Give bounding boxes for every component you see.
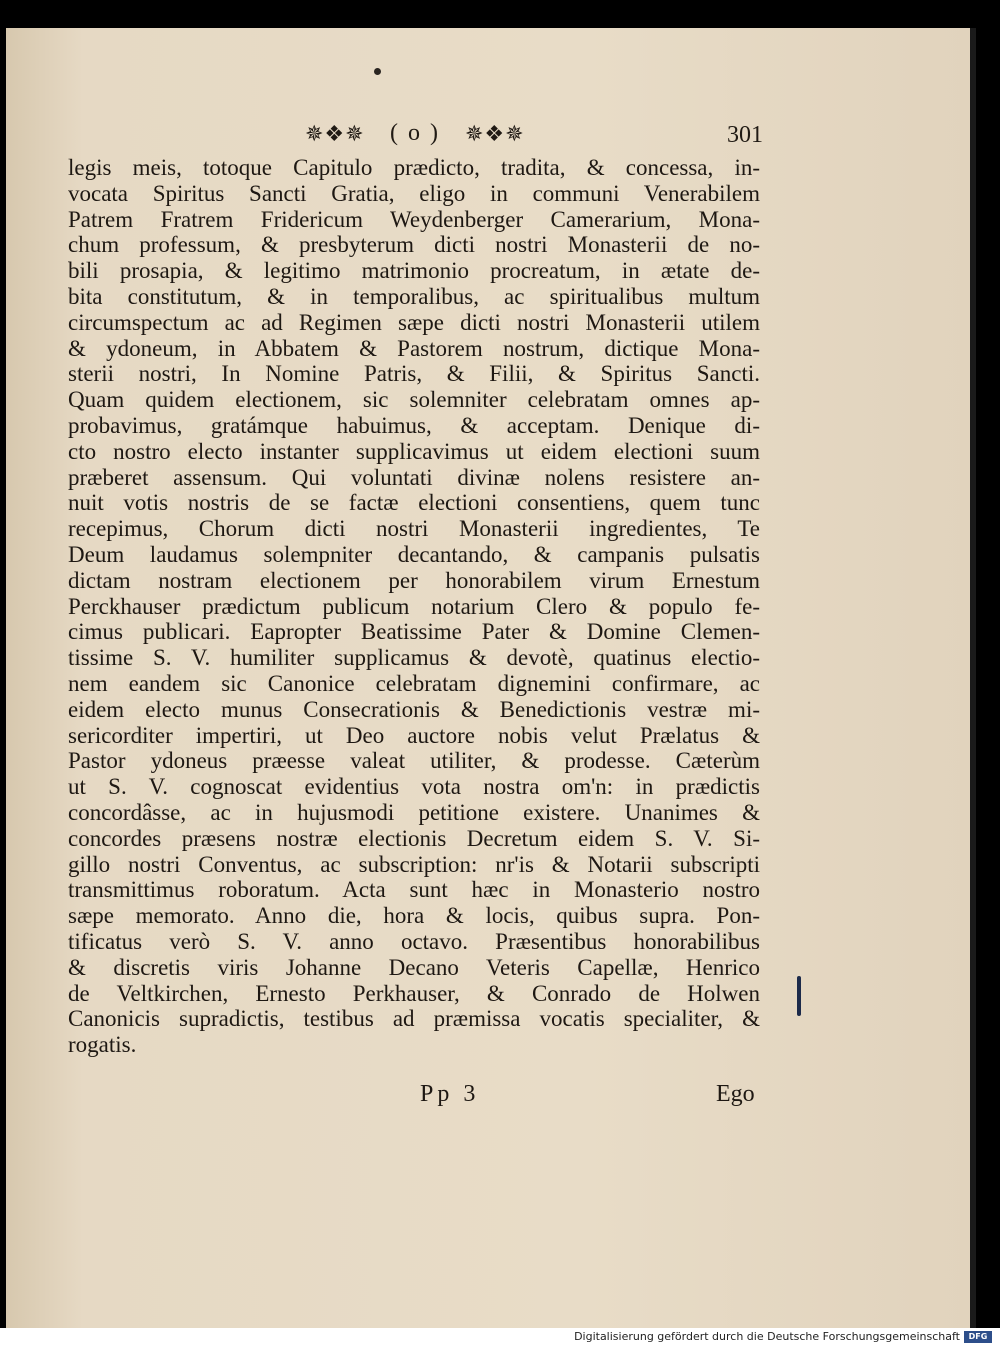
- header-ornament-right-icon: ✵❖✵: [465, 122, 525, 147]
- text-line: & discretis viris Johanne Decano Veteris Capellæ, Henrico: [68, 954, 760, 980]
- text-line: probavimus, gratámque habuimus, & acceptam. Denique di-: [68, 412, 760, 438]
- text-line: Deum laudamus solempniter decantando, & campanis pulsatis: [68, 541, 760, 567]
- page-edge-shadow: [970, 28, 976, 1328]
- margin-ink-mark: [797, 976, 801, 1016]
- text-line: præberet assensum. Qui voluntati divinæ nolens resistere an-: [68, 464, 760, 490]
- text-line: nuit votis nostris de se factæ electioni consentiens, quem tunc: [68, 490, 760, 516]
- text-line: de Veltkirchen, Ernesto Perkhauser, & Conrado de Holwen: [68, 980, 760, 1006]
- text-line: circumspectum ac ad Regimen sæpe dicti nostri Monasterii utilem: [68, 309, 760, 335]
- text-line: Quam quidem electionem, sic solemniter celebratam omnes ap-: [68, 387, 760, 413]
- text-line: Pastor ydoneus præesse valeat utiliter, & prodesse. Cæterùm: [68, 748, 760, 774]
- dfg-logo-icon: DFG: [964, 1331, 992, 1343]
- text-line: nem eandem sic Canonice celebratam dignemini confirmare, ac: [68, 670, 760, 696]
- text-line: Patrem Fratrem Fridericum Weydenberger Camerarium, Mona-: [68, 206, 760, 232]
- text-line: Canonicis supradictis, testibus ad præmissa vocatis specialiter, &: [68, 1006, 760, 1032]
- text-line: gillo nostri Conventus, ac subscription: nr'is & Notarii subscripti: [68, 851, 760, 877]
- text-line: bita constitutum, & in temporalibus, ac spiritualibus multum: [68, 283, 760, 309]
- text-line: sericorditer impertiri, ut Deo auctore nobis velut Prælatus &: [68, 722, 760, 748]
- page-footer: [0, 1078, 1000, 1112]
- text-line: sterii nostri, In Nomine Patris, & Filii, & Spiritus Sancti.: [68, 361, 760, 387]
- text-line: tificatus verò S. V. anno octavo. Præsentibus honorabilibus: [68, 928, 760, 954]
- catchword: Ego: [716, 1081, 755, 1107]
- ink-dot: [374, 68, 381, 75]
- header-ornament-left-icon: ✵❖✵: [305, 122, 365, 147]
- text-line: tissime S. V. humiliter supplicamus & devotè, quatinus electio-: [68, 645, 760, 671]
- text-line: Perckhauser prædictum publicum notarium Clero & populo fe-: [68, 593, 760, 619]
- text-line: transmittimus roboratum. Acta sunt hæc in Monasterio nostro: [68, 877, 760, 903]
- text-line: legis meis, totoque Capitulo prædicto, tradita, & concessa, in-: [68, 155, 760, 180]
- text-line: cto nostro electo instanter supplicavimus ut eidem electioni suum: [68, 438, 760, 464]
- text-line: concordâsse, ac in hujusmodi petitione existere. Unanimes &: [68, 799, 760, 825]
- text-line: eidem electo munus Consecrationis & Benedictionis vestræ mi-: [68, 696, 760, 722]
- body-text: [68, 155, 760, 1058]
- text-line: recepimus, Chorum dicti nostri Monasterii ingredientes, Te: [68, 516, 760, 542]
- text-line: dictam nostram electionem per honorabilem virum Ernestum: [68, 567, 760, 593]
- text-line: rogatis.: [68, 1032, 137, 1058]
- text-line: sæpe memorato. Anno die, hora & locis, quibus supra. Pon-: [68, 903, 760, 929]
- text-line: chum professum, & presbyterum dicti nostri Monasterii de no-: [68, 232, 760, 258]
- text-line: ut S. V. cognoscat evidentius vota nostra om'n: in prædictis: [68, 774, 760, 800]
- digitization-credit-bar: [0, 1328, 1000, 1347]
- text-line: bili prosapia, & legitimo matrimonio procreatum, in ætate de-: [68, 258, 760, 284]
- text-line: concordes præsens nostræ electionis Decretum eidem S. V. Si-: [68, 825, 760, 851]
- page-header: [0, 120, 1000, 156]
- text-line: vocata Spiritus Sancti Gratia, eligo in communi Venerabilem: [68, 180, 760, 206]
- page-number: 301: [727, 122, 763, 148]
- header-ornament-center: ( o ): [390, 120, 440, 146]
- text-line: & ydoneum, in Abbatem & Pastorem nostrum, dictique Mona-: [68, 335, 760, 361]
- signature-mark: Pp 3: [420, 1081, 480, 1107]
- credit-text: Digitalisierung gefördert durch die Deutsche Forschungsgemeinschaft: [574, 1330, 960, 1343]
- text-line: cimus publicari. Eapropter Beatissime Pater & Domine Clemen-: [68, 619, 760, 645]
